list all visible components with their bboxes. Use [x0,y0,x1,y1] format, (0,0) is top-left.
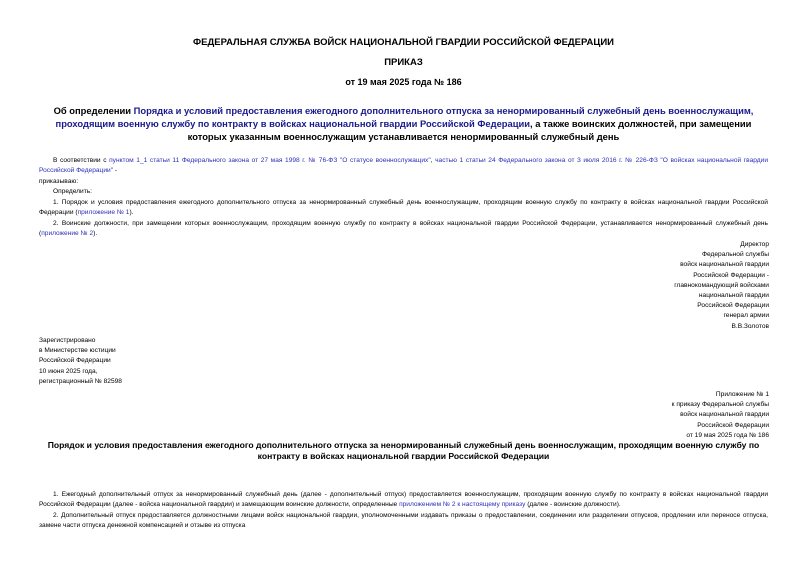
law-226-link[interactable]: частью 1 статьи 24 Федерального закона от 3 июля 2016 г. № 226-ФЗ "О войсках национальной гвардии Российской Федерации" [39,157,768,174]
item-2 [39,219,768,239]
appendix-1-link[interactable]: приложение № 1 [77,209,130,216]
signature-line: Российской Федерации [697,302,769,310]
signature-line: национальной гвардии [698,292,769,300]
item-1-text: 1. Порядок и условия предоставления ежегодного дополнительного отпуска за ненормированный служебный день военнослужащим, проходящим военную службу по контракту в войсках национальной гвардии Российской Федерации ( [39,199,768,216]
preamble-text-3: - [113,167,118,174]
registration-block [39,336,239,387]
signature-line: В.В.Золотов [731,322,769,330]
registration-line: Зарегистрировано [39,337,96,344]
preamble-text-1: В соответствии с [53,157,110,164]
appendix-2-link[interactable]: приложение № 2 [41,230,94,237]
registration-line: 10 июня 2025 года, [39,367,98,375]
signature-line: Российской Федерации - [693,271,769,279]
rule-2-text: 2. Дополнительный отпуск предоставляется должностными лицами войск национальной гвардии, уполномоченными издавать приказы о предоставлении, соединении или разделении отпусков, продлении или переносе отпуска, замене части отпуска денежной компенсацией и отзыве из отпуска [39,512,768,529]
appendix-line: Российской Федерации [697,421,769,429]
signature-line: генерал армии [723,312,769,320]
appendix-line: войск национальной гвардии [680,411,769,419]
item-2-end: ). [93,230,98,237]
rule-1-end: (далее - воинские должности). [525,501,621,508]
doc-type: ПРИКАЗ [384,57,423,68]
rule-1-text: 1. Ежегодный дополнительный отпуск за ненормированный служебный день (далее - дополнительный отпуск) предоставляется военнослужащим, проходящим военную службу по контракту в войсках национальной гвардии Российской Федерации (далее - войска национальной гвардии) и замещающим воинские должности, определенные [39,491,768,508]
preamble-text-2: , [430,157,436,164]
org-header: ФЕДЕРАЛЬНАЯ СЛУЖБА ВОЙСК НАЦИОНАЛЬНОЙ ГВАРДИИ РОССИЙСКОЙ ФЕДЕРАЦИИ [193,37,614,48]
item-1-end: ). [129,209,134,216]
registration-line: в Министерстве юстиции [39,347,116,355]
registration-line: регистрационный № 82598 [39,377,122,385]
law-76-link[interactable]: пунктом 1_1 статьи 11 Федерального закона от 27 мая 1998 г. № 76-ФЗ "О статусе военнослужащих" [109,157,431,164]
determine-text: Определить: [53,188,93,195]
appendix-line: от 19 мая 2025 года № 186 [686,431,769,439]
order-word: приказываю: [39,178,79,185]
appendix-line: Приложение № 1 [715,391,769,398]
item-2-text: 2. Воинские должности, при замещении которых военнослужащим, проходящим военную службу по контракту в войсках национальной гвардии Российской Федерации, устанавливается ненормированный служебный день ( [39,220,768,237]
signature-block [569,240,769,332]
title-link[interactable]: Порядка и условий предоставления ежегодного дополнительного отпуска за ненормированный служебный день военнослужащим, проходящим военную службу по контракту в войсках национальной гвардии Российской Федерации [55,105,754,129]
rule-2 [39,511,768,531]
preamble-paragraph [39,156,768,176]
title-suffix: , а также воинских должностей, при замещении которых указанным военнослужащим устанавливается ненормированный служебный день [187,118,752,142]
registration-line: Российской Федерации [39,357,111,365]
appendix-2-ref-link[interactable]: приложением № 2 к настоящему приказу [399,501,526,508]
order-date-number: от 19 мая 2025 года № 186 [345,77,462,87]
appendix-line: к приказу Федеральной службы [671,401,769,409]
signature-line: войск национальной гвардии [680,261,769,269]
rule-1 [39,490,768,510]
title-prefix: Об определении [53,105,134,116]
item-1 [39,198,768,218]
signature-line: Федеральной службы [701,251,769,259]
appendix-header [569,390,769,441]
appendix-title: Порядок и условия предоставления ежегодного дополнительного отпуска за ненормированный служебный день военнослужащим, проходящим военную службу по контракту в войсках национальной гвардии Российской Федерации [47,440,760,461]
signature-line: главнокомандующий войсками [674,281,769,289]
signature-line: Директор [740,241,769,248]
order-title [40,104,767,143]
